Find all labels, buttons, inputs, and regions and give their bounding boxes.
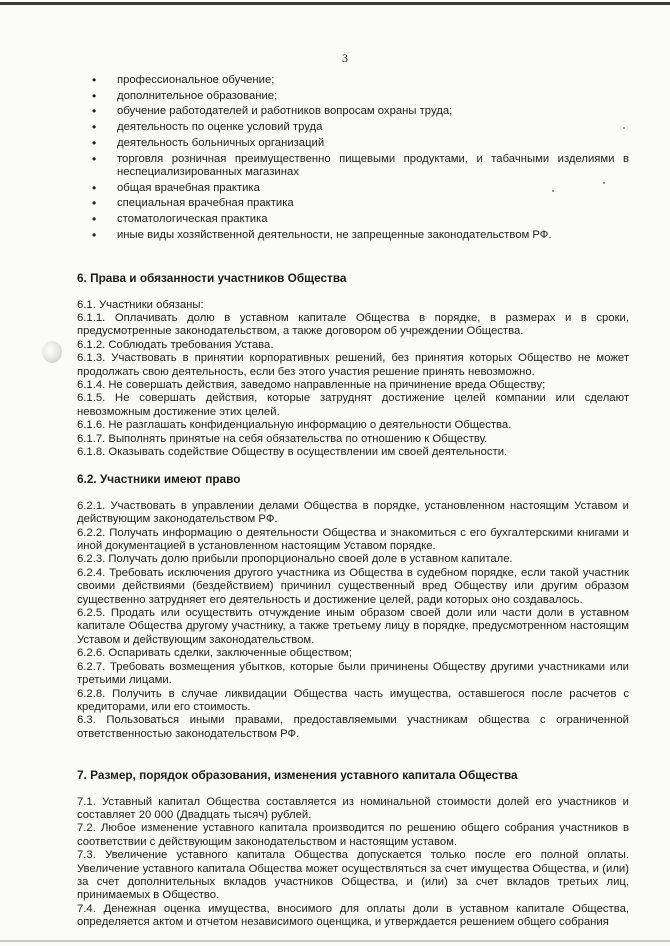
paragraph: 6.1.7. Выполнять принятые на себя обязательства по отношению к Обществу.	[77, 432, 488, 445]
list-item: • деятельность больничных организаций	[77, 137, 629, 150]
paragraph: 6.1.4. Не совершать действия, заведомо направленные на причинение вреда Обществу;	[77, 378, 546, 391]
rights-title: 6.2. Участники имеют право	[77, 472, 241, 487]
activity-list	[77, 74, 629, 242]
page-number: 3	[342, 51, 348, 65]
paragraph: 7.3. Увеличение уставного капитала Общества допускается только после его полной оплаты. Увеличение уставного капитала Общества может осуществляться за счет имущества Общества, и (или) за счет дополнительных вкладов участников Общества, и (или) за счет вкладов третьих лиц, принимаемых в Общество.	[77, 849, 629, 902]
bottom-edge-line	[0, 940, 670, 942]
list-item: • обучение работодателей и работников вопросам охраны труда;	[77, 105, 629, 118]
obligations-block	[77, 299, 629, 460]
paragraph: 6.3. Пользоваться иными правами, предоставляемыми участникам общества с ограниченной ответственностью законодательством РФ.	[77, 714, 629, 740]
rights-block	[77, 500, 629, 741]
paragraph: 6.2.3. Получать долю прибыли пропорционально своей доле в уставном капитале.	[77, 553, 513, 566]
paragraph: 7.2. Любое изменение уставного капитала производится по решению общего собрания участников в соответствии с действующим законодательством и настоящим уставом.	[77, 822, 629, 848]
list-item: • стоматологическая практика	[77, 213, 629, 226]
paragraph: 6.2.6. Оспаривать сделки, заключенные обществом;	[77, 647, 352, 660]
list-item: • деятельность по оценке условий труда	[77, 121, 629, 134]
capital-block	[77, 796, 629, 930]
paragraph: 6.1.6. Не разглашать конфиденциальную информацию о деятельности Общества.	[77, 419, 512, 432]
top-edge-line	[0, 2, 670, 5]
document-body	[77, 74, 629, 930]
paragraph: 7.4. Денежная оценка имущества, вносимого для оплаты доли в уставном капитале Общества, определяется актом и отчетом независимого оценщика, и утверждается решением общего собрания	[77, 902, 629, 929]
paragraph: 6.1.1. Оплачивать долю в уставном капитале Общества в порядке, в размерах и в сроки, предусмотренные законодательством, а также договором об учреждении Общества.	[77, 311, 629, 338]
paragraph: 7.1. Уставный капитал Общества составляется из номинальной стоимости долей его участников и составляет 20 000 (Двадцать тысяч) рублей.	[77, 795, 629, 821]
binder-hole	[42, 341, 62, 363]
paragraph: 6.2.1. Участвовать в управлении делами Общества в порядке, установленном настоящим Уставом и действующим законодательством РФ.	[77, 499, 629, 526]
list-item: • иные виды хозяйственной деятельности, не запрещенные законодательством РФ.	[77, 229, 629, 242]
paragraph: 6.2.2. Получать информацию о деятельности Общества и знакомиться с его бухгалтерскими книгами и иной документацией в установленном настоящим Уставом порядке.	[77, 526, 629, 553]
list-item: • специальная врачебная практика	[77, 197, 629, 210]
paragraph: 6.1.5. Не совершать действия, которые затруднят достижение целей компании или сделают невозможным достижение этих целей.	[77, 392, 629, 418]
paragraph: 6.2.4. Требовать исключения другого участника из Общества в судебном порядке, если такой участник своими действиями (бездействием) причинил существенный вред Обществу или другим образом существенно затрудняет его деятельность и достижение целей, ради которых оно создавалось.	[77, 566, 629, 606]
paragraph: 6.2.5. Продать или осуществить отчуждение иным образом своей доли или части доли в уставном капитале Общества другому участнику, а также третьему лицу в порядке, предусмотренном настоящим Уставом и действующим законодательством.	[77, 607, 629, 646]
paragraph: 6.1.2. Соблюдать требования Устава.	[77, 338, 274, 351]
list-item: • дополнительное образование;	[77, 90, 629, 103]
section-7-title: 7. Размер, порядок образования, изменения уставного капитала Общества	[77, 768, 518, 783]
paragraph: 6.2.7. Требовать возмещения убытков, которые были причинены Обществу другими участниками или третьими лицами.	[77, 660, 629, 687]
list-item: • торговля розничная преимущественно пищевыми продуктами, и табачными изделиями в неспециализированных магазинах	[77, 153, 629, 180]
paragraph: 6.1.3. Участвовать в принятии корпоративных решений, без принятия которых Общество не может продолжать свою деятельность, если без этого участия решение принять невозможно.	[77, 352, 629, 378]
paragraph: 6.1.8. Оказывать содействие Обществу в осуществлении им своей деятельности.	[77, 446, 508, 459]
section-6-title: 6. Права и обязанности участников Общества	[77, 271, 347, 286]
paragraph: 6.2.8. Получить в случае ликвидации Общества часть имущества, оставшегося после расчетов с кредиторами, или его стоимость.	[77, 687, 629, 713]
list-item: • профессиональное обучение;	[77, 74, 629, 87]
list-item: • общая врачебная практика	[77, 182, 629, 195]
paragraph: 6.1. Участники обязаны:	[77, 298, 204, 311]
